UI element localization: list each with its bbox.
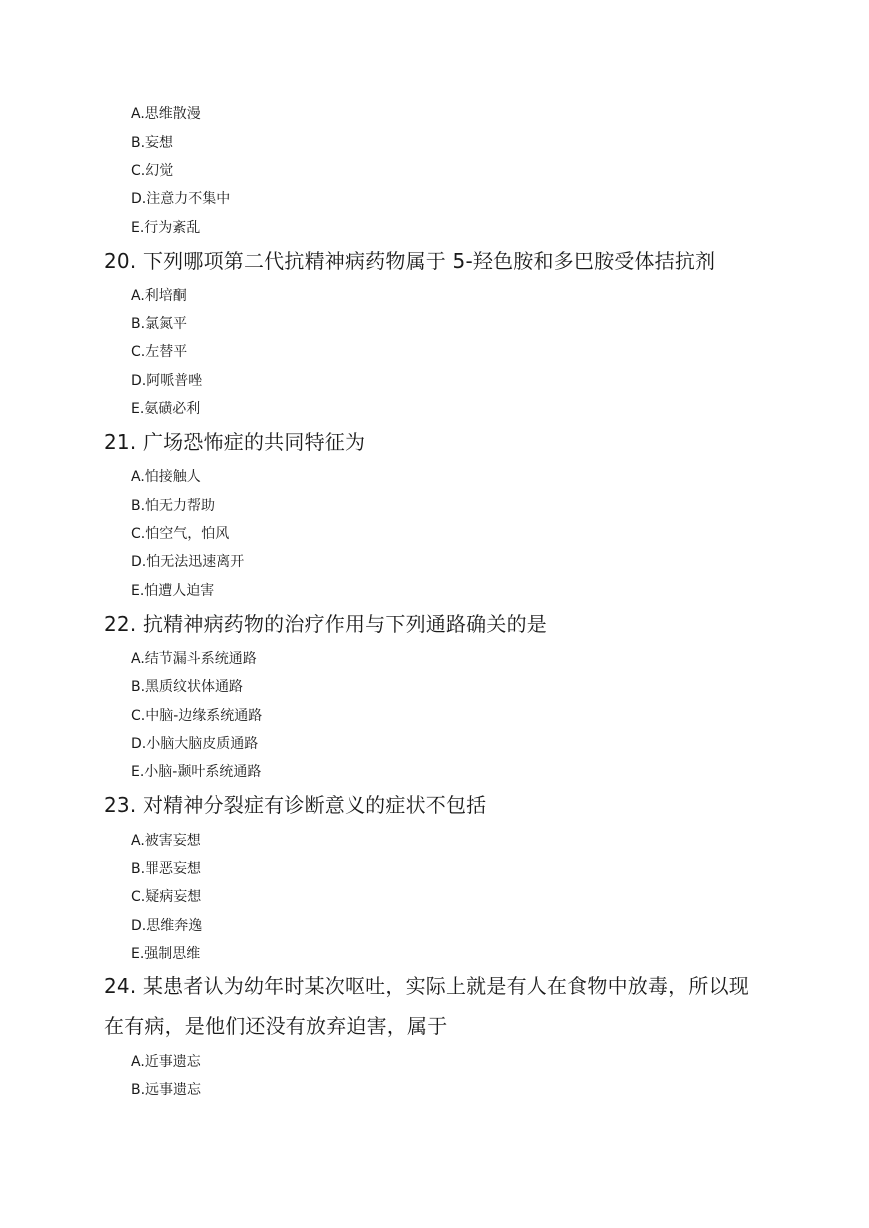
option-22-a[interactable]: A.结节漏斗系统通路: [131, 651, 257, 667]
option-prev-c[interactable]: C.幻觉: [131, 163, 174, 179]
question-24-title-line1: 24. 某患者认为幼年时某次呕吐，实际上就是有人在食物中放毒，所以现: [104, 974, 749, 998]
option-21-e[interactable]: E.怕遭人迫害: [131, 583, 215, 599]
option-21-c[interactable]: C.怕空气，怕风: [131, 526, 230, 542]
option-prev-a[interactable]: A.思维散漫: [131, 106, 201, 122]
option-prev-d[interactable]: D.注意力不集中: [131, 191, 231, 207]
option-21-a[interactable]: A.怕接触人: [131, 469, 201, 485]
option-20-d[interactable]: D.阿哌普唑: [131, 373, 203, 389]
question-24-title-line2: 在有病，是他们还没有放弃迫害，属于: [104, 1014, 448, 1038]
question-23-title: 23. 对精神分裂症有诊断意义的症状不包括: [104, 793, 487, 817]
option-21-d[interactable]: D.怕无法迅速离开: [131, 554, 245, 570]
option-23-c[interactable]: C.疑病妄想: [131, 889, 202, 905]
option-20-e[interactable]: E.氨磺必利: [131, 401, 201, 417]
option-23-b[interactable]: B.罪恶妄想: [131, 861, 202, 877]
question-22-title: 22. 抗精神病药物的治疗作用与下列通路确关的是: [104, 612, 547, 636]
option-22-b[interactable]: B.黑质纹状体通路: [131, 679, 244, 695]
option-24-b[interactable]: B.远事遗忘: [131, 1082, 202, 1098]
question-20-title: 20. 下列哪项第二代抗精神病药物属于 5-羟色胺和多巴胺受体拮抗剂: [104, 249, 716, 273]
option-24-a[interactable]: A.近事遗忘: [131, 1054, 201, 1070]
option-22-c[interactable]: C.中脑-边缘系统通路: [131, 708, 263, 724]
option-23-e[interactable]: E.强制思维: [131, 946, 201, 962]
option-23-a[interactable]: A.被害妄想: [131, 833, 201, 849]
option-23-d[interactable]: D.思维奔逸: [131, 918, 203, 934]
option-20-c[interactable]: C.左替平: [131, 344, 188, 360]
option-prev-e[interactable]: E.行为紊乱: [131, 220, 201, 236]
option-20-a[interactable]: A.利培酮: [131, 288, 187, 304]
option-20-b[interactable]: B.氯氮平: [131, 316, 188, 332]
question-21-title: 21. 广场恐怖症的共同特征为: [104, 430, 366, 454]
option-prev-b[interactable]: B.妄想: [131, 135, 174, 151]
option-22-d[interactable]: D.小脑大脑皮质通路: [131, 736, 259, 752]
option-22-e[interactable]: E.小脑-颞叶系统通路: [131, 764, 262, 780]
option-21-b[interactable]: B.怕无力帮助: [131, 498, 216, 514]
